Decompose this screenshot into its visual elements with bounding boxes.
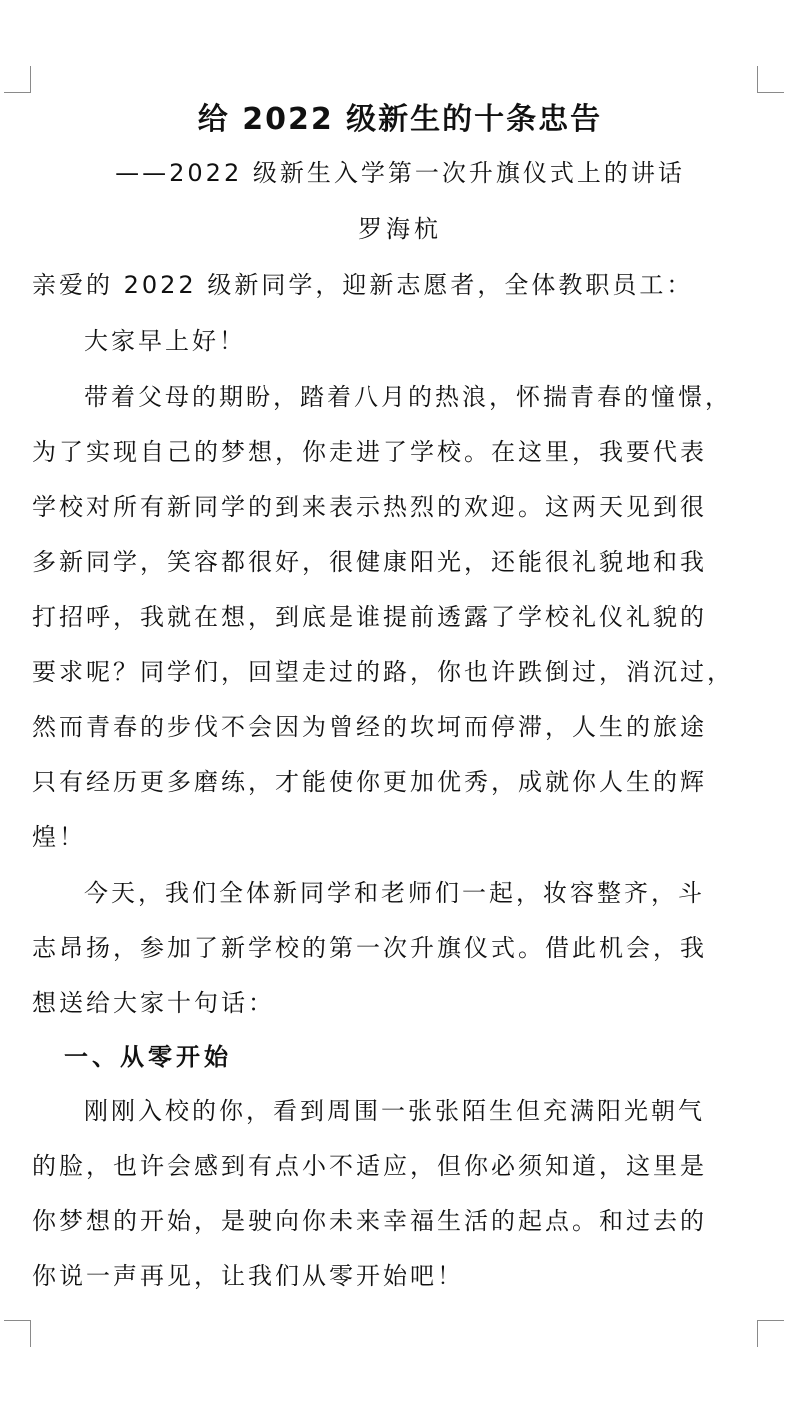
paragraph-line: 你梦想的开始，是驶向你未来幸福生活的起点。和过去的 [32,1207,707,1235]
salutation: 亲爱的 2022 级新同学，迎新志愿者，全体教职员工： [32,271,694,299]
paragraph-line: 煌！ [32,823,86,851]
document-author: 罗海杭 [358,215,442,243]
opening-greeting: 大家早上好！ [84,327,246,355]
paragraph-line: 要求呢？同学们，回望走过的路，你也许跌倒过，消沉过， [32,658,734,686]
paragraph-line: 打招呼，我就在想，到底是谁提前透露了学校礼仪礼貌的 [32,603,707,631]
paragraph-line: 的脸，也许会感到有点小不适应，但你必须知道，这里是 [32,1152,707,1180]
page-corner-mark-top-left [4,66,31,93]
paragraph-line: 带着父母的期盼，踏着八月的热浪，怀揣青春的憧憬， [84,383,732,411]
paragraph-line: 然而青春的步伐不会因为曾经的坎坷而停滞，人生的旅途 [32,713,707,741]
document-title: 给 2022 级新生的十条忠告 [197,102,603,137]
paragraph-line: 刚刚入校的你，看到周围一张张陌生但充满阳光朝气 [84,1097,705,1125]
paragraph-line: 今天，我们全体新同学和老师们一起，妆容整齐，斗 [84,879,705,907]
paragraph-line: 只有经历更多磨练，才能使你更加优秀，成就你人生的辉 [32,768,707,796]
paragraph-line: 为了实现自己的梦想，你走进了学校。在这里，我要代表 [32,438,707,466]
page-corner-mark-top-right [757,66,784,93]
paragraph-line: 学校对所有新同学的到来表示热烈的欢迎。这两天见到很 [32,493,707,521]
paragraph-line: 多新同学，笑容都很好，很健康阳光，还能很礼貌地和我 [32,548,707,576]
paragraph-2 [32,866,772,1031]
paragraph-line: 想送给大家十句话： [32,989,275,1017]
paragraph-3 [32,1084,772,1304]
page-corner-mark-bottom-right [757,1320,784,1347]
section-heading-1: 一、从零开始 [64,1043,232,1071]
paragraph-line: 你说一声再见，让我们从零开始吧！ [32,1262,464,1290]
paragraph-line: 志昂扬，参加了新学校的第一次升旗仪式。借此机会，我 [32,934,707,962]
document-subtitle: ——2022 级新生入学第一次升旗仪式上的讲话 [115,159,685,187]
page-corner-mark-bottom-left [4,1320,31,1347]
paragraph-1 [32,370,772,865]
